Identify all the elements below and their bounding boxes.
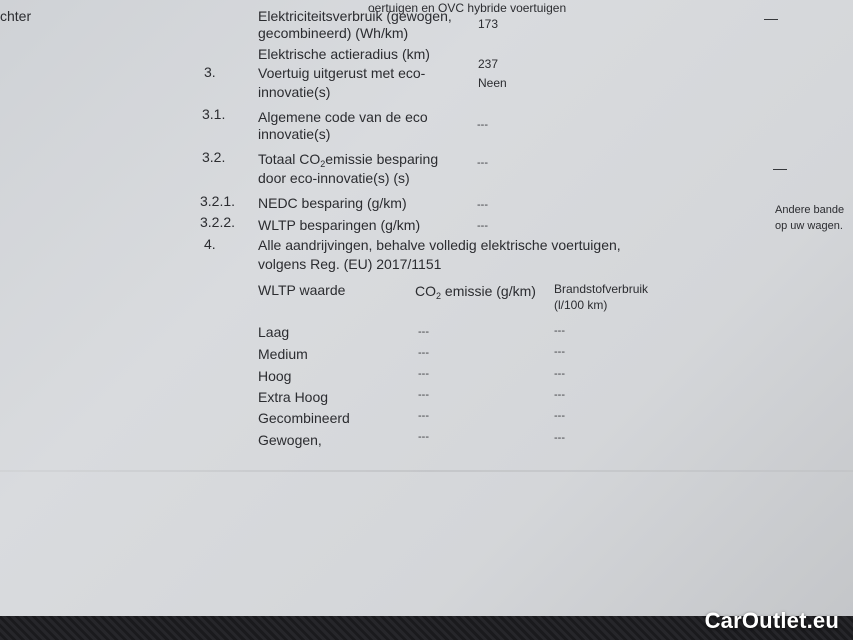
row-3-2-label-1 <box>258 151 438 172</box>
wltp-row-fuel: --- <box>554 346 565 358</box>
wltp-row-co2: --- <box>418 368 429 380</box>
wltp-row-co2: --- <box>418 410 429 422</box>
row-3-value: Neen <box>478 76 507 90</box>
elek-verbruik-label-1: Elektriciteitsverbruik (gewogen, <box>258 8 452 24</box>
wltp-row-fuel: --- <box>554 410 565 422</box>
row-3-2-1-label: NEDC besparing (g/km) <box>258 195 407 211</box>
wltp-row-label: Laag <box>258 324 290 340</box>
wltp-row-fuel: --- <box>554 389 565 401</box>
row-4-number: 4. <box>204 236 216 252</box>
row-3-2-label-post: emissie besparing <box>325 151 439 167</box>
wltp-row-label: Gewogen, <box>258 432 322 448</box>
edge-text-left: chter <box>0 8 32 24</box>
elek-verbruik-value: 173 <box>478 17 499 31</box>
wltp-header-value: WLTP waarde <box>258 282 346 298</box>
wltp-row-co2: --- <box>418 431 429 443</box>
wltp-row-fuel: --- <box>554 368 565 380</box>
wltp-row-fuel: --- <box>554 432 565 444</box>
row-3-1-label-2: innovatie(s) <box>258 126 331 142</box>
paper-fold <box>0 470 853 472</box>
row-3-2-number: 3.2. <box>202 149 226 165</box>
wltp-header-co2 <box>415 283 536 304</box>
wltp-row-co2: --- <box>418 389 429 401</box>
right-dash-top: — <box>764 10 778 26</box>
wltp-header-fuel-2: (l/100 km) <box>554 298 608 312</box>
row-3-2-1-number: 3.2.1. <box>200 193 236 209</box>
row-3-2-value: --- <box>477 157 488 169</box>
actieradius-label: Elektrische actieradius (km) <box>258 46 430 62</box>
wltp-row-label: Extra Hoog <box>258 389 329 405</box>
wltp-row-label: Gecombineerd <box>258 410 350 426</box>
row-3-label-1: Voertuig uitgerust met eco- <box>258 65 426 81</box>
row-4-label-1: Alle aandrijvingen, behalve volledig elektrische voertuigen, <box>258 237 621 253</box>
header-cut-line: oertuigen en OVC hybride voertuigen <box>368 1 567 15</box>
watermark-logo: CarOutlet.eu <box>704 608 839 633</box>
row-3-1-number: 3.1. <box>202 106 226 122</box>
right-note-1: Andere bande <box>775 204 845 216</box>
row-3-2-label-2: door eco-innovatie(s) (s) <box>258 170 410 186</box>
wltp-row-label: Medium <box>258 346 308 362</box>
row-3-number: 3. <box>204 64 216 80</box>
row-3-label-2: innovatie(s) <box>258 84 331 100</box>
right-note-2: op uw wagen. <box>775 220 843 232</box>
wltp-header-co2-post: emissie (g/km) <box>441 283 536 299</box>
wltp-row-fuel: --- <box>554 325 565 337</box>
elek-verbruik-label-2: gecombineerd) (Wh/km) <box>258 25 409 41</box>
row-3-2-2-label: WLTP besparingen (g/km) <box>258 217 421 233</box>
row-3-2-label-sub: 2 <box>320 159 326 169</box>
wltp-row-co2: --- <box>418 347 429 359</box>
row-3-2-label-pre: Totaal CO <box>258 151 321 167</box>
wltp-header-co2-pre: CO <box>415 283 436 299</box>
wltp-row-label: Hoog <box>258 368 292 384</box>
row-3-2-1-value: --- <box>477 199 488 211</box>
row-4-label-2: volgens Reg. (EU) 2017/1151 <box>258 256 442 272</box>
row-3-1-label-1: Algemene code van de eco <box>258 109 428 125</box>
row-3-2-2-value: --- <box>477 220 488 232</box>
wltp-header-fuel-1: Brandstofverbruik <box>554 282 649 296</box>
row-3-2-2-number: 3.2.2. <box>200 214 236 230</box>
wltp-row-co2: --- <box>418 326 429 338</box>
wltp-header-co2-sub: 2 <box>436 291 442 301</box>
actieradius-value: 237 <box>478 57 499 71</box>
row-3-1-value: --- <box>477 119 488 131</box>
right-dash-middle: — <box>773 160 787 176</box>
